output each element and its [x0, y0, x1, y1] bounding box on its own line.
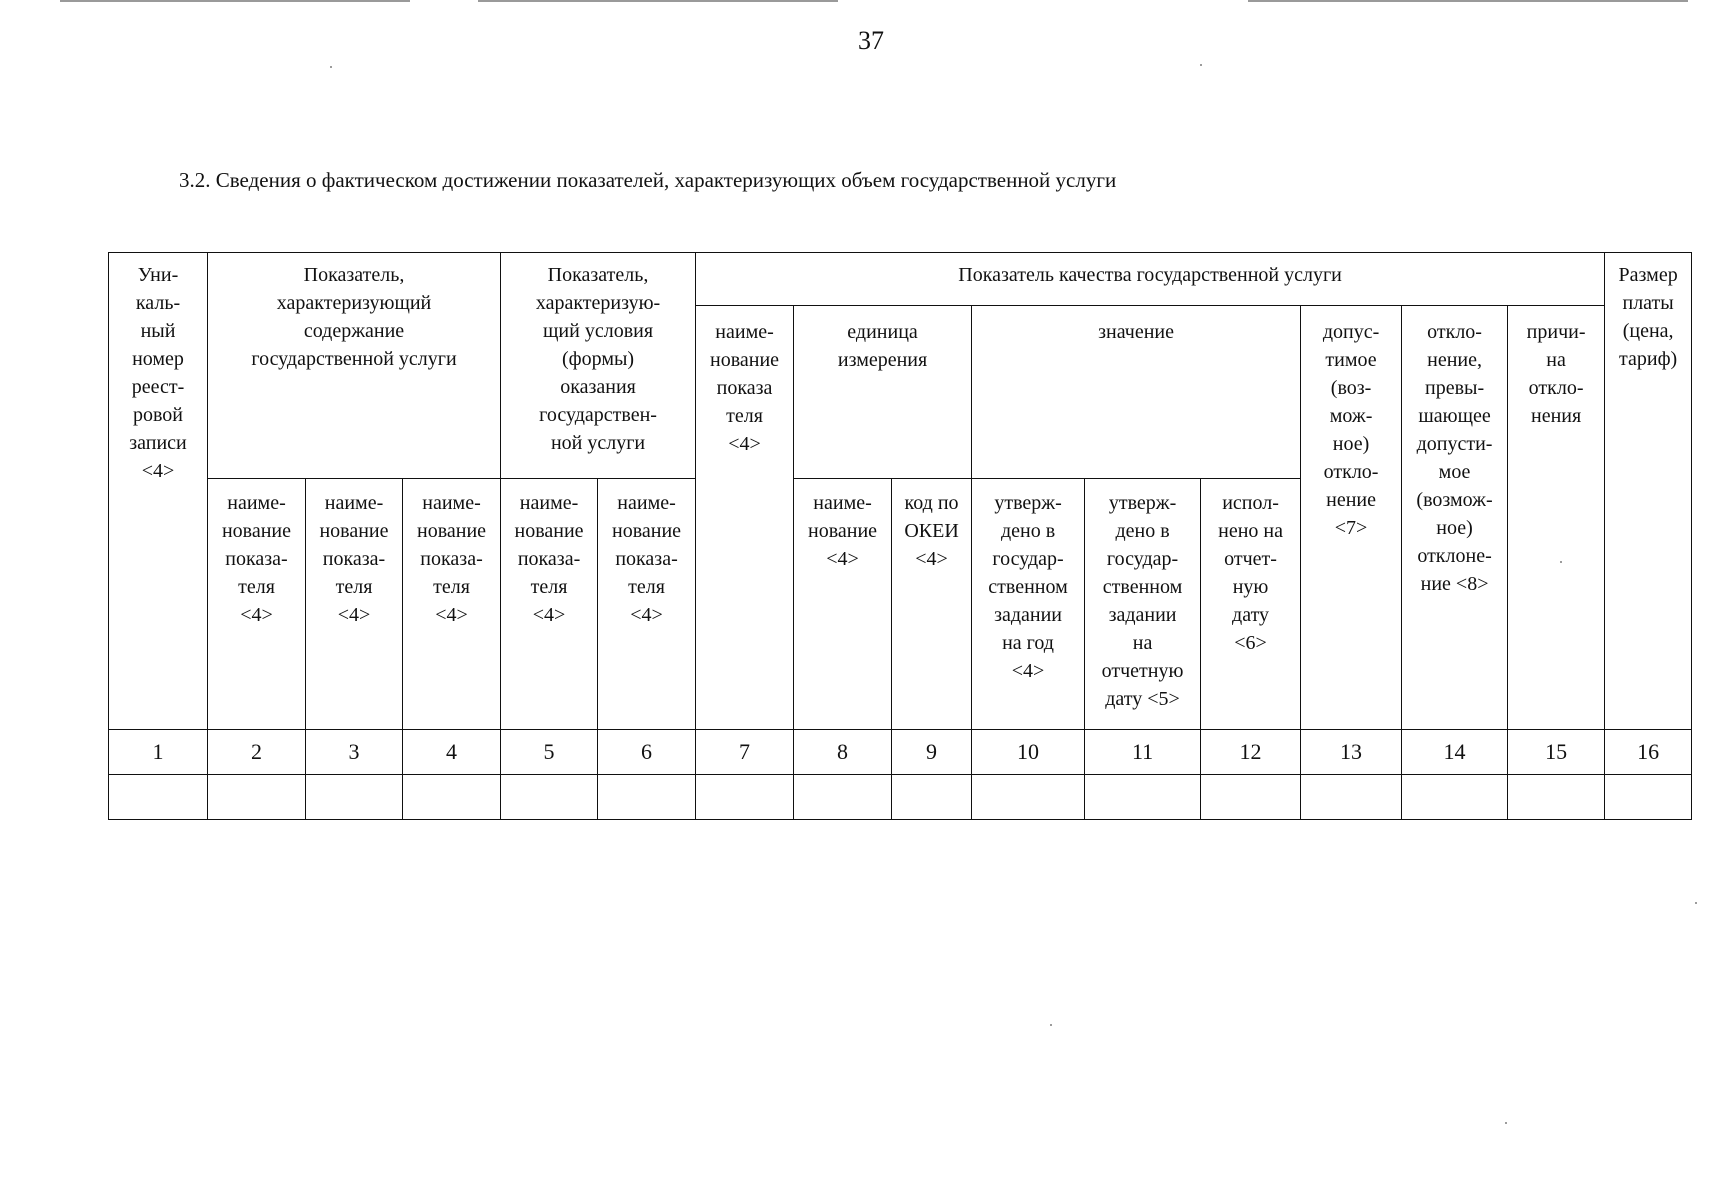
header-deviation-reason: причи- на откло- нения [1508, 306, 1605, 730]
column-number: 7 [696, 730, 794, 775]
scan-speck [1050, 1024, 1052, 1026]
header-content-indicator: Показатель, характеризующий содержание государственной услуги [208, 253, 501, 479]
table-cell [1508, 775, 1605, 820]
subheader-name-col2: наиме- нование показа- теля <4> [208, 479, 306, 730]
column-number: 1 [109, 730, 208, 775]
table-cell [306, 775, 403, 820]
subheader-approved-reporting-date: утверж- дено в государ- ственном задании на отчетную дату <5> [1085, 479, 1201, 730]
table-cell [501, 775, 598, 820]
header-unit-of-measure: единица измерения [794, 306, 972, 479]
column-number: 3 [306, 730, 403, 775]
column-number-row [109, 730, 1692, 775]
section-title: 3.2. Сведения о фактическом достижении показателей, характеризующих объем государственной услуги [179, 168, 1117, 192]
subheader-unit-name: наиме- нование <4> [794, 479, 892, 730]
column-number: 10 [972, 730, 1085, 775]
table-cell [794, 775, 892, 820]
page-number: 37 [858, 26, 884, 55]
subheader-approved-year: утверж- дено в государ- ственном задании на год <4> [972, 479, 1085, 730]
column-number: 5 [501, 730, 598, 775]
scan-speck [1505, 1122, 1507, 1124]
table-cell [598, 775, 696, 820]
table-cell [208, 775, 306, 820]
column-number: 13 [1301, 730, 1402, 775]
column-number: 14 [1402, 730, 1508, 775]
column-number: 16 [1605, 730, 1692, 775]
table-cell [109, 775, 208, 820]
scan-speck [1200, 64, 1202, 66]
table-cell [1402, 775, 1508, 820]
scan-edge-line [478, 0, 838, 2]
scan-speck [330, 66, 332, 68]
table-cell [1201, 775, 1301, 820]
table-cell [1301, 775, 1402, 820]
column-number: 15 [1508, 730, 1605, 775]
table-cell [892, 775, 972, 820]
subheader-name-col4: наиме- нование показа- теля <4> [403, 479, 501, 730]
header-conditions-indicator: Показатель, характеризую- щий условия (формы) оказания государствен- ной услуги [501, 253, 696, 479]
table-row [109, 775, 1692, 820]
column-number: 11 [1085, 730, 1201, 775]
subheader-name-col5: наиме- нование показа- теля <4> [501, 479, 598, 730]
table-cell [1085, 775, 1201, 820]
header-unique-number: Уни- каль- ный номер реест- ровой записи <4> [109, 253, 208, 730]
scan-edge-line [1248, 0, 1688, 2]
header-indicator-name: наиме- нование показа теля <4> [696, 306, 794, 730]
column-number: 9 [892, 730, 972, 775]
table-cell [403, 775, 501, 820]
table-cell [1605, 775, 1692, 820]
subheader-name-col6: наиме- нование показа- теля <4> [598, 479, 696, 730]
service-volume-table [108, 252, 1692, 820]
scan-edge-line [60, 0, 410, 2]
header-quality-indicator: Показатель качества государственной услуги [696, 253, 1605, 306]
column-number: 2 [208, 730, 306, 775]
subheader-executed-reporting-date: испол- нено на отчет- ную дату <6> [1201, 479, 1301, 730]
header-fee-size: Размер платы (цена, тариф) [1605, 253, 1692, 730]
column-number: 4 [403, 730, 501, 775]
header-allowable-deviation: допус- тимое (воз- мож- ное) откло- нение <7> [1301, 306, 1402, 730]
column-number: 8 [794, 730, 892, 775]
header-exceeding-deviation: откло- нение, превы- шающее допусти- мое (возмож- ное) отклоне- ние <8> [1402, 306, 1508, 730]
scan-speck [1695, 902, 1697, 904]
table-cell [696, 775, 794, 820]
table-cell [972, 775, 1085, 820]
column-number: 6 [598, 730, 696, 775]
subheader-okei-code: код по ОКЕИ <4> [892, 479, 972, 730]
subheader-name-col3: наиме- нование показа- теля <4> [306, 479, 403, 730]
header-value: значение [972, 306, 1301, 479]
column-number: 12 [1201, 730, 1301, 775]
